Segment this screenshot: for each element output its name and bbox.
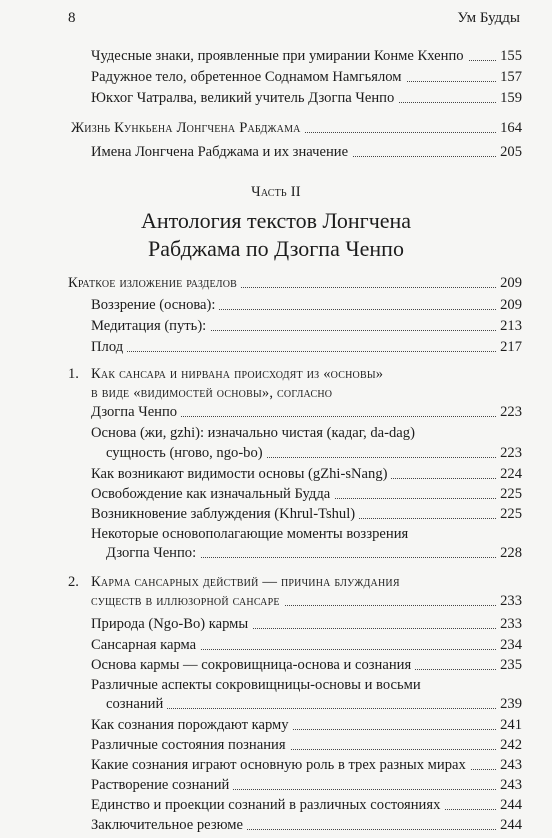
toc-entry: Заключительное резюме 244: [91, 817, 522, 833]
toc-entry: Освобождение как изначальный Будда 225: [91, 486, 522, 502]
toc-entry-line: Основа (жи, gzhi): изначально чистая (кадаг, da-dag): [91, 425, 415, 441]
toc-chapter-entry: Дзогпа Ченпо 223: [91, 404, 522, 420]
page-header: [68, 10, 520, 32]
part-title-line1: Антология текстов Лонгчена: [140, 208, 412, 233]
chapter-title-line: Карма сансарных действий — причина блуждания: [91, 574, 400, 590]
chapter-title-line: в виде «видимостей основы», согласно: [91, 385, 333, 401]
running-title: Ум Будды: [457, 10, 520, 26]
toc-section-heading: Краткое изложение разделов 209: [68, 275, 522, 291]
part-title-line2: Рабджама по Дзогпа Ченпо: [148, 236, 404, 261]
chapter-title-line: Как сансара и нирвана происходят из «основы»: [91, 366, 384, 382]
toc-chapter-entry: Жизнь Кункьена Лонгчена Рабджама 164: [71, 120, 522, 136]
toc-entry: Юкхог Чатралва, великий учитель Дзогпа Ченпо 159: [91, 90, 522, 106]
toc-entry: сознаний 239: [106, 696, 522, 712]
toc-entry: Радужное тело, обретенное Соднамом Намгьялом 157: [91, 69, 522, 85]
toc-entry-line: Некоторые основополагающие моменты воззрения: [91, 526, 409, 542]
toc-entry: Единство и проекции сознаний в различных состояниях 244: [91, 797, 522, 813]
toc-entry: Воззрение (основа): 209: [91, 297, 522, 313]
toc-entry: Природа (Ngo-Bo) кармы 233: [91, 616, 522, 632]
toc-entry: Сансарная карма 234: [91, 637, 522, 653]
chapter-number: 2.: [68, 574, 79, 590]
toc-entry: Различные состояния познания 242: [91, 737, 522, 753]
chapter-number: 1.: [68, 366, 79, 382]
toc-entry: Дзогпа Ченпо: 228: [106, 545, 522, 561]
toc-entry: Растворение сознаний 243: [91, 777, 522, 793]
toc-entry: сущность (нгово, ngo-bo) 223: [106, 445, 522, 461]
toc-entry-line: Различные аспекты сокровищницы-основы и восьми: [91, 677, 421, 693]
toc-entry: Чудесные знаки, проявленные при умирании Конме Кхенпо 155: [91, 48, 522, 64]
toc-entry: Какие сознания играют основную роль в трех разных мирах 243: [91, 757, 522, 773]
toc-entry: Возникновение заблуждения (Khrul-Tshul) 225: [91, 506, 522, 522]
toc-entry: Основа кармы — сокровищница-основа и сознания 235: [91, 657, 522, 673]
page-number: 8: [68, 10, 76, 26]
toc-chapter-entry: существ в иллюзорной сансаре 233: [91, 593, 522, 609]
toc-entry: Как сознания порождают карму 241: [91, 717, 522, 733]
toc-entry: Медитация (путь): 213: [91, 318, 522, 334]
toc-entry: Плод 217: [91, 339, 522, 355]
toc-entry: Имена Лонгчена Рабджама и их значение 205: [91, 144, 522, 160]
toc-entry: Как возникают видимости основы (gZhi-sNang) 224: [91, 466, 522, 482]
part-label: Часть II: [251, 184, 301, 200]
